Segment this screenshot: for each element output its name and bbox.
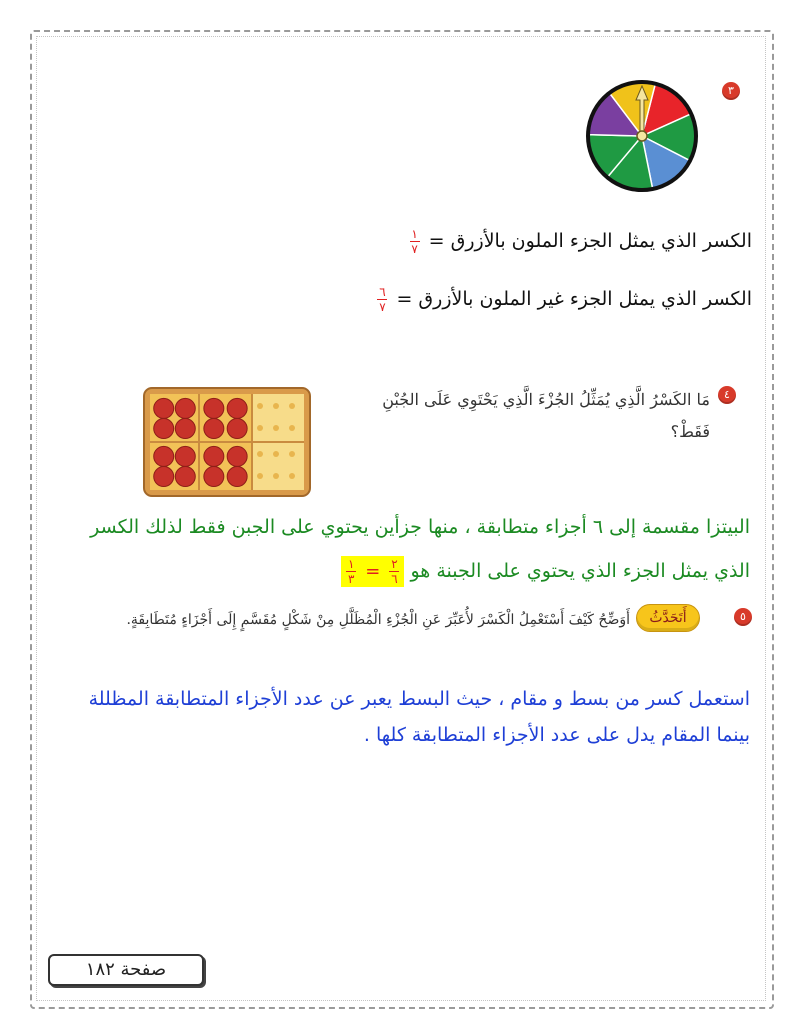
q5-answer-line-2: بينما المقام يدل على عدد الأجزاء المتطابقة كلها . <box>363 724 750 746</box>
spinner-image <box>578 78 706 196</box>
q3-blue-fraction: $\frac{١}{٧}$ <box>411 227 418 256</box>
q4-answer-fractions: $\frac{٢}{٦}$ = $\frac{١}{٣}$ <box>341 556 404 587</box>
q3-not-blue-line <box>374 286 752 313</box>
q4-answer-label: الذي يمثل الجزء الذي يحتوي على الجبنة هو <box>410 560 750 582</box>
q4-question: مَا الكَسْرُ الَّذِي يُمَثِّلُ الجُزْءَ الَّذِي يَحْتَوِي عَلَى الجُبْنِ فَقَطْ؟ <box>382 390 710 441</box>
talk-button: أَتَحَدَّثُ <box>636 604 700 632</box>
pizza-image <box>142 386 312 498</box>
q3-not-blue-fraction: $\frac{٦}{٧}$ <box>379 285 386 314</box>
question-5-badge: ٥ <box>734 608 752 626</box>
pizza-cheese-slice <box>252 394 304 442</box>
q3-not-blue-label: الكسر الذي يمثل الجزء غير الملون بالأزرق = <box>396 288 752 310</box>
q5-question: أَوَضِّحُ كَيْفَ أَسْتَعْمِلُ الْكَسْرَ لأُعَبِّرَ عَنِ الْجُزْءِ الْمُظَلَّلِ مِنْ شَكْلٍ مُقَسَّمٍ إِلَى أَجْزَاءٍ مُتَطَابِقَةٍ. <box>126 612 630 628</box>
question-4-badge: ٤ <box>718 386 736 404</box>
pizza-cheese-slice <box>252 442 304 490</box>
page-number-label: صفحة ١٨٢ <box>48 954 204 986</box>
q3-blue-label: الكسر الذي يمثل الجزء الملون بالأزرق = <box>428 230 752 252</box>
q3-blue-line <box>407 228 752 255</box>
q5-answer-line-1: استعمل كسر من بسط و مقام ، حيث البسط يعبر عن عدد الأجزاء المتطابقة المظللة <box>88 688 750 710</box>
q4-answer-line-2 <box>341 556 750 587</box>
q4-answer-line-1: البيتزا مقسمة إلى ٦ أجزاء متطابقة ، منها جزأين يحتوي على الجبن فقط لذلك الكسر <box>90 516 750 538</box>
question-3-badge: ٣ <box>722 82 740 100</box>
